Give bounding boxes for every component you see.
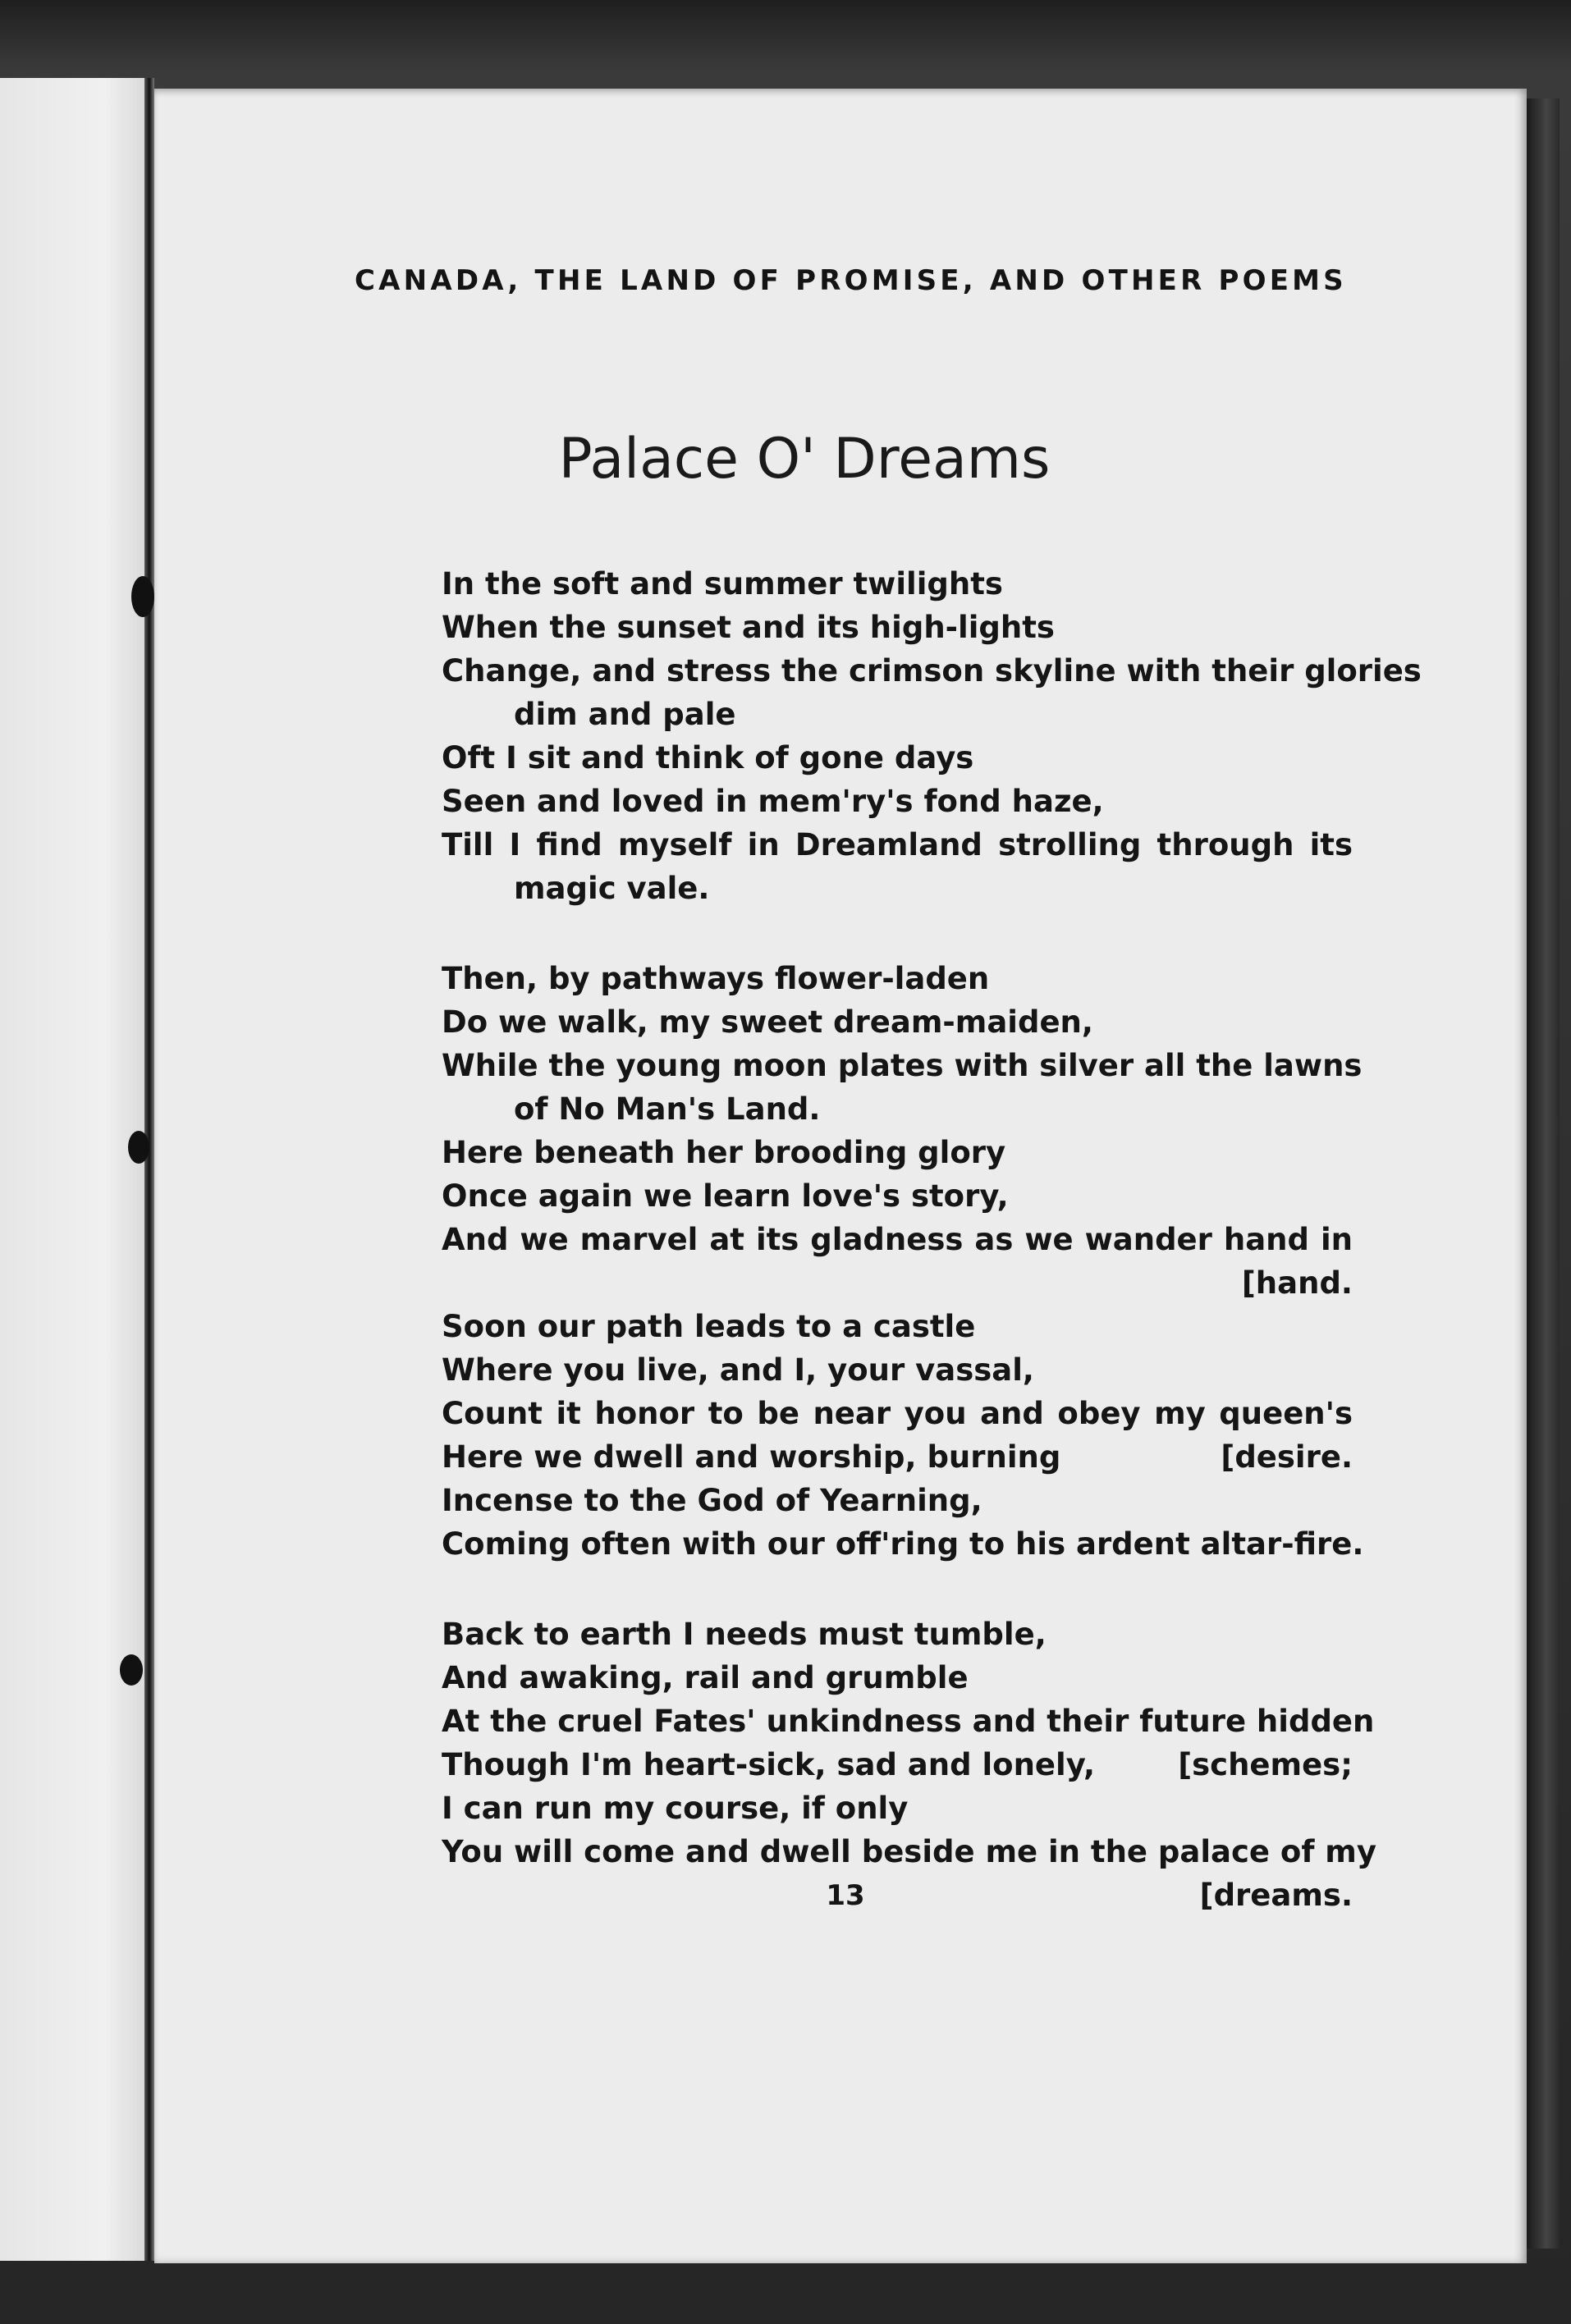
poem-line: Though I'm heart-sick, sad and lonely,: [442, 1747, 1096, 1782]
poem-line-turnover: [schemes;: [1178, 1747, 1353, 1782]
poem-line: Soon our path leads to a castle: [442, 1309, 976, 1344]
poem-line: Incense to the God of Yearning,: [442, 1483, 982, 1518]
facing-page-edge: [0, 78, 149, 2261]
poem-line: Oft I sit and think of gone days: [442, 740, 974, 775]
poem-line-continuation: of No Man's Land.: [514, 1091, 821, 1127]
stanza: [442, 1613, 1376, 1917]
stanza: [442, 562, 1422, 910]
poem-line: Then, by pathways flower-laden: [442, 961, 990, 996]
poem-line: Here beneath her brooding glory: [442, 1135, 1006, 1170]
poem-line: And we marvel at its gladness as we wander hand in: [442, 1222, 1353, 1257]
poem-line-continuation: dim and pale: [514, 697, 736, 732]
poem-body: [442, 562, 1422, 1964]
poem-line: In the soft and summer twilights: [442, 566, 1003, 602]
poem-line-with-turnover: [442, 1435, 1353, 1479]
poem-line: Here we dwell and worship, burning: [442, 1439, 1061, 1475]
poem-line-turnover: [dreams.: [1199, 1878, 1353, 1913]
poem-line: While the young moon plates with silver all the lawns: [442, 1048, 1363, 1083]
poem-line: Coming often with our off'ring to his ardent altar-fire.: [442, 1526, 1364, 1562]
binding-mark: [131, 576, 154, 617]
poem-line: Back to earth I needs must tumble,: [442, 1617, 1047, 1652]
poem-line: Do we walk, my sweet dream-maiden,: [442, 1004, 1093, 1040]
poem-line: You will come and dwell beside me in the palace of my: [442, 1834, 1376, 1869]
poem-line: Change, and stress the crimson skyline with their glories: [442, 653, 1422, 689]
poem-line-continuation: magic vale.: [514, 871, 710, 906]
poem-line: Where you live, and I, your vassal,: [442, 1352, 1034, 1388]
page-number: 13: [826, 1879, 865, 1912]
poem-line-with-turnover: [442, 1743, 1353, 1786]
poem-line: I can run my course, if only: [442, 1791, 909, 1826]
poem-line: And awaking, rail and grumble: [442, 1660, 969, 1695]
binding-mark: [120, 1654, 143, 1686]
page-right-edge: [1527, 98, 1560, 2249]
poem-line-turnover: [hand.: [1241, 1265, 1353, 1301]
poem-title: Palace O' Dreams: [558, 427, 1051, 492]
running-head: CANADA, THE LAND OF PROMISE, AND OTHER POEMS: [355, 264, 1347, 297]
stanza: [442, 957, 1364, 1566]
poem-line: At the cruel Fates' unkindness and their future hidden: [442, 1704, 1375, 1739]
binding-mark: [128, 1131, 149, 1164]
book-gutter: [144, 78, 154, 2261]
poem-line-turnover: [desire.: [1221, 1439, 1353, 1475]
poem-line: Once again we learn love's story,: [442, 1178, 1009, 1214]
poem-line: Seen and loved in mem'ry's fond haze,: [442, 784, 1104, 819]
poem-line: When the sunset and its high-lights: [442, 610, 1055, 645]
poem-line: Till I find myself in Dreamland strolling through its: [442, 827, 1353, 862]
poem-line: Count it honor to be near you and obey my queen's: [442, 1396, 1353, 1431]
